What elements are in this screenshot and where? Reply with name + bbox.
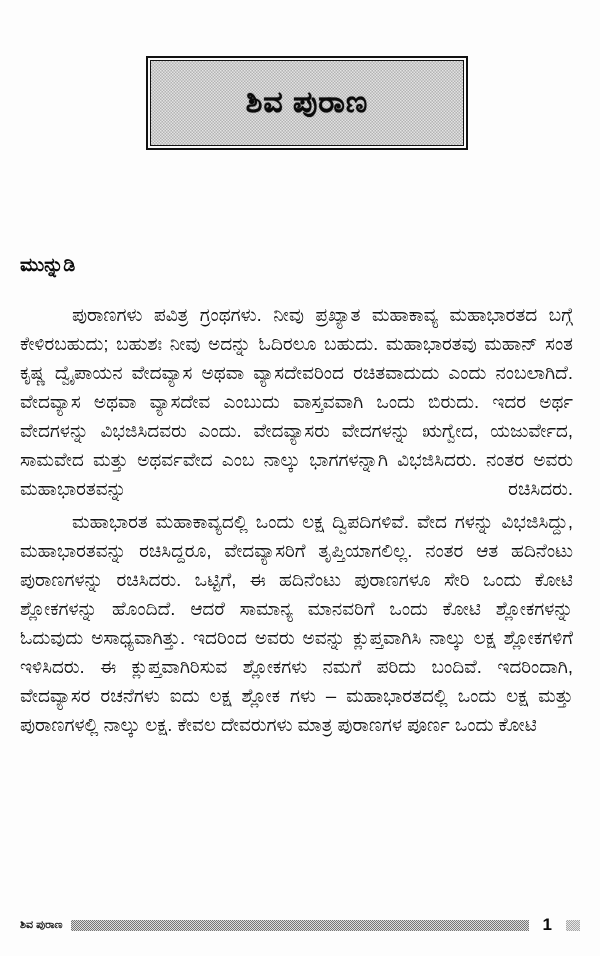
page-body — [20, 255, 573, 743]
section-heading: ಮುನ್ನುಡಿ — [20, 255, 76, 276]
footer-running-title: ಶಿವ ಪುರಾಣ — [20, 918, 63, 931]
page-number: 1 — [542, 915, 552, 934]
footer-end-mark — [566, 920, 580, 931]
banner-inner-panel — [146, 56, 468, 150]
book-title: ಶಿವ ಪುರಾಣ — [245, 86, 369, 119]
paragraph-2: ಮಹಾಭಾರತ ಮಹಾಕಾವ್ಯದಲ್ಲಿ ಒಂದು ಲಕ್ಷ ದ್ವಿಪದಿಗಳಿವೆ. ವೇದ ಗಳನ್ನು ವಿಭಜಿಸಿದ್ದು, ಮಹಾಭಾರತವನ್ನು ರಚಿಸಿದ್ದರೂ, ವೇದವ್ಯಾಸರಿಗೆ ತೃಪ್ತಿಯಾಗಲಿಲ್ಲ. ನಂತರ ಆತ ಹದಿನೆಂಟು ಪುರಾಣಗಳನ್ನು ರಚಿಸಿದರು. ಒಟ್ಟಿಗೆ, ಈ ಹದಿನೆಂಟು ಪುರಾಣಗಳೂ ಸೇರಿ ಒಂದು ಕೋಟಿ ಶ್ಲೋಕಗಳನ್ನು ಹೊಂದಿದೆ. ಆದರೆ ಸಾಮಾನ್ಯ ಮಾನವರಿಗೆ ಒಂದು ಕೋಟಿ ಶ್ಲೋಕಗಳನ್ನು ಓದುವುದು ಅಸಾಧ್ಯವಾಗಿತ್ತು. ಇದರಿಂದ ಅವರು ಅವನ್ನು ಕ್ಲುಪ್ತವಾಗಿಸಿ ನಾಲ್ಕು ಲಕ್ಷ ಶ್ಲೋಕಗಳಿಗೆ ಇಳಿಸಿದರು. ಈ ಕ್ಲುಪ್ತವಾಗಿರಿಸುವ ಶ್ಲೋಕಗಳು ನಮಗೆ ಪರಿದು ಬಂದಿವೆ. ಇದರಿಂದಾಗಿ, ವೇದವ್ಯಾಸರ ರಚನೆಗಳು ಐದು ಲಕ್ಷ ಶ್ಲೋಕ ಗಳು – ಮಹಾಭಾರತದಲ್ಲಿ ಒಂದು ಲಕ್ಷ ಮತ್ತು ಪುರಾಣಗಳಲ್ಲಿ ನಾಲ್ಕು ಲಕ್ಷ. ಕೇವಲ ದೇವರುಗಳು ಮಾತ್ರ ಪುರಾಣಗಳ ಪೂರ್ಣ ಒಂದು ಕೋಟಿ — [20, 510, 573, 735]
footer-divider — [71, 920, 529, 931]
paragraph-1: ಪುರಾಣಗಳು ಪವಿತ್ರ ಗ್ರಂಥಗಳು. ನೀವು ಪ್ರಖ್ಯಾತ ಮಹಾಕಾವ್ಯ ಮಹಾಭಾರತದ ಬಗ್ಗೆ ಕೇಳಿರಬಹುದು; ಬಹುಶಃ ನೀವು ಅದನ್ನು ಓದಿರಲೂ ಬಹುದು. ಮಹಾಭಾರತವು ಮಹಾನ್ ಸಂತ ಕೃಷ್ಣ ದ್ವೈಪಾಯನ ವೇದವ್ಯಾಸ ಅಥವಾ ವ್ಯಾಸದೇವರಿಂದ ರಚಿತವಾದುದು ಎಂದು ನಂಬಲಾಗಿದೆ. ವೇದವ್ಯಾಸ ಅಥವಾ ವ್ಯಾಸದೇವ ಎಂಬುದು ವಾಸ್ತವವಾಗಿ ಒಂದು ಬಿರುದು. ಇದರ ಅರ್ಥ ವೇದಗಳನ್ನು ವಿಭಜಿಸಿದವರು ಎಂದು. ವೇದವ್ಯಾಸರು ವೇದಗಳನ್ನು ಋಗ್ವೇದ, ಯಜುರ್ವೇದ, ಸಾಮವೇದ ಮತ್ತು ಅಥರ್ವವೇದ ಎಂಬ ನಾಲ್ಕು ಭಾಗಗಳನ್ನಾಗಿ ವಿಭಜಿಸಿದರು. ನಂತರ ಅವರು ಮಹಾಭಾರತವನ್ನು ರಚಿಸಿದರು. — [20, 303, 573, 499]
title-banner — [133, 43, 481, 163]
page-footer — [20, 912, 580, 938]
